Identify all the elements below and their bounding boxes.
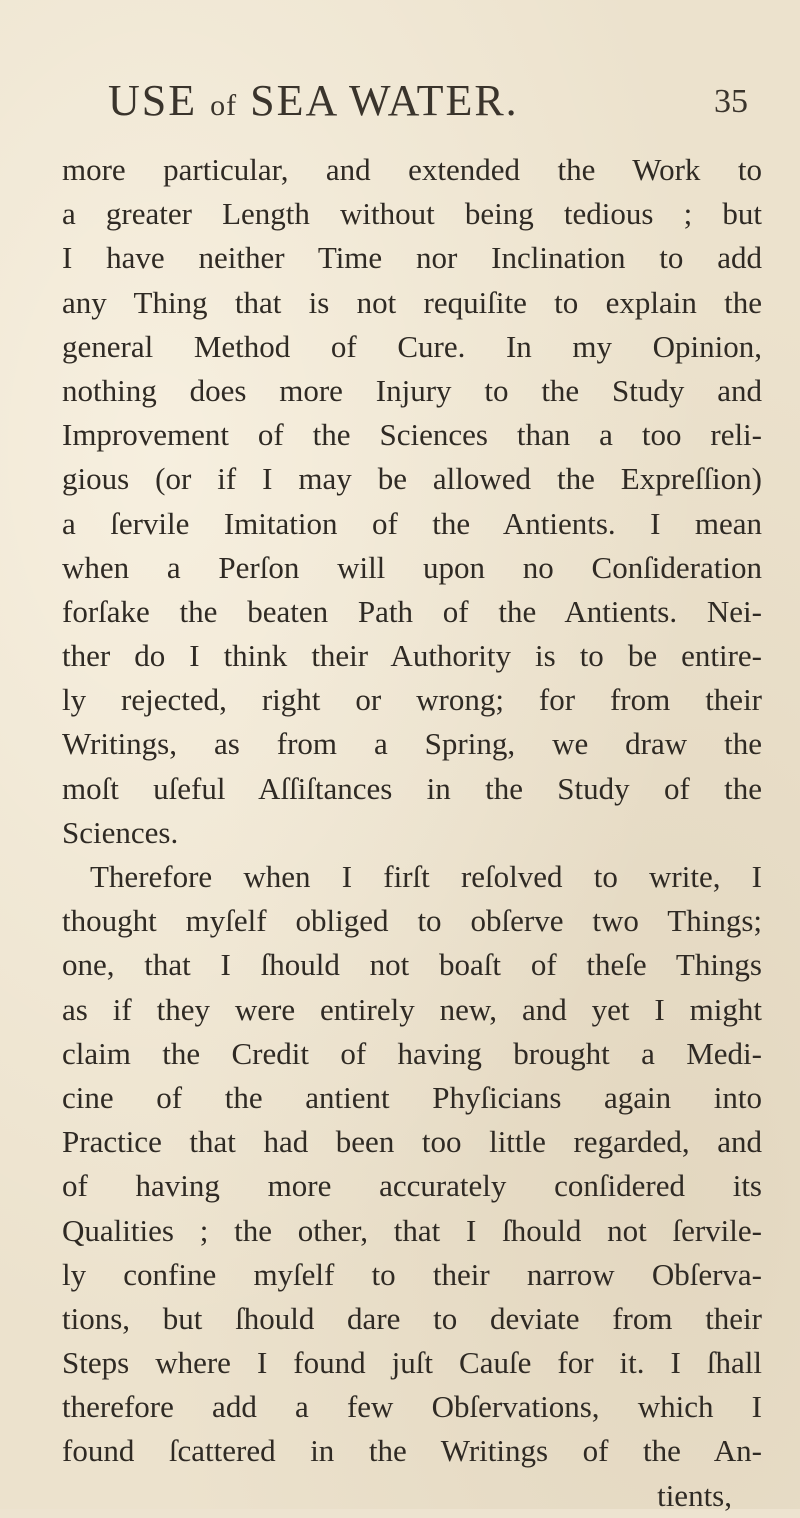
text-line: as if they were entirely new, and yet I might	[62, 991, 762, 1027]
text-line: ly confine myſelf to their narrow Obſerva-	[62, 1256, 762, 1292]
text-line: general Method of Cure. In my Opinion,	[62, 328, 762, 364]
text-line: Improvement of the Sciences than a too reli-	[62, 417, 762, 453]
text-line: nothing does more Injury to the Study and	[62, 372, 762, 408]
text-line: thought myſelf obliged to obſerve two Things;	[62, 903, 762, 939]
text-line: found ſcattered in the Writings of the An-	[62, 1433, 762, 1469]
page-header	[108, 75, 748, 135]
text-line: Sciences.	[62, 814, 179, 850]
text-line: I have neither Time nor Inclination to add	[62, 240, 762, 276]
page-number: 35	[714, 83, 748, 120]
text-line: of having more accurately conſidered its	[62, 1168, 762, 1204]
text-line: when a Perſon will upon no Conſideration	[62, 549, 762, 585]
text-line: tions, but ſhould dare to deviate from their	[62, 1300, 762, 1336]
catchword: tients,	[657, 1477, 732, 1513]
text-line: ther do I think their Authority is to be entire-	[62, 638, 762, 674]
text-line: cine of the antient Phyſicians again into	[62, 1079, 762, 1115]
running-head	[108, 75, 519, 126]
running-head-word2: SEA WATER.	[250, 76, 519, 125]
text-line: Practice that had been too little regarded, and	[62, 1124, 762, 1160]
running-head-of: of	[210, 89, 238, 122]
text-line: any Thing that is not requiſite to explain the	[62, 284, 762, 320]
text-line: more particular, and extended the Work to	[62, 152, 762, 187]
text-line: one, that I ſhould not boaſt of theſe Things	[62, 947, 762, 983]
text-line: therefore add a few Obſervations, which I	[62, 1389, 762, 1425]
text-line: Writings, as from a Spring, we draw the	[62, 726, 762, 762]
running-head-word1: USE	[108, 76, 198, 125]
text-line: a ſervile Imitation of the Antients. I mean	[62, 505, 762, 541]
text-line: moſt uſeful Aſſiſtances in the Study of the	[62, 770, 762, 806]
paragraph-start: Therefore when I firſt reſolved to write, I	[90, 859, 762, 894]
text-line: forſake the beaten Path of the Antients. Nei-	[62, 593, 762, 629]
text-line: a greater Length without being tedious ; but	[62, 196, 762, 232]
text-line: Steps where I found juſt Cauſe for it. I ſhall	[62, 1345, 762, 1381]
text-line: Qualities ; the other, that I ſhould not ſervile-	[62, 1212, 762, 1248]
body-text	[62, 148, 762, 1518]
text-line: ly rejected, right or wrong; for from their	[62, 682, 762, 718]
text-line: gious (or if I may be allowed the Expreſſion)	[62, 461, 762, 497]
text-line: claim the Credit of having brought a Medi-	[62, 1035, 762, 1071]
